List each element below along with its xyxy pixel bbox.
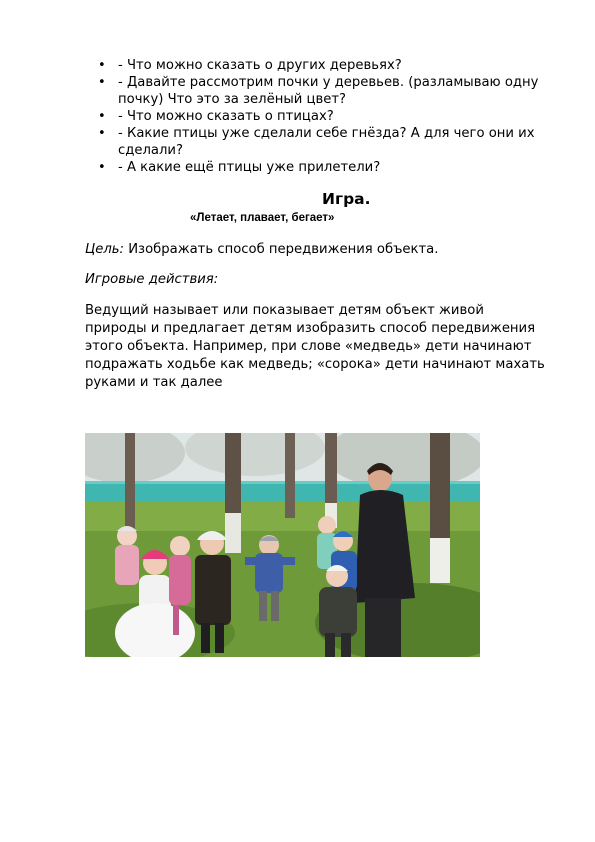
game-description: Ведущий называет или показывает детям объект живой природы и предлагает детям изобразить способ передвижения этого объекта. Например, при слове «медведь» дети начинают подражать ходьбе как медведь; «сорока» дети начинают махать руками и так далее [85,303,545,390]
goal-label: Цель: [85,242,124,257]
question-item: • - Что можно сказать о других деревьях? [118,57,578,74]
question-item: • - Какие птицы уже сделали себе гнёзда? А для чего они их сделали? [118,125,578,159]
game-subtitle: «Летает, плавает, бегает» [190,212,335,224]
game-title: Игра. [322,190,371,208]
goal-line [85,242,438,257]
question-item: • - Что можно сказать о птицах? [118,108,578,125]
question-item: • - Давайте рассмотрим почки у деревьев. (разламываю одну почку) Что это за зелёный цвет? [118,74,578,108]
actions-label: Игровые действия: [85,272,219,287]
question-item: • - А какие ещё птицы уже прилетели? [118,159,578,176]
goal-text: Изображать способ передвижения объекта. [124,242,439,257]
children-outdoor-photo [85,433,480,657]
question-list [88,57,578,176]
